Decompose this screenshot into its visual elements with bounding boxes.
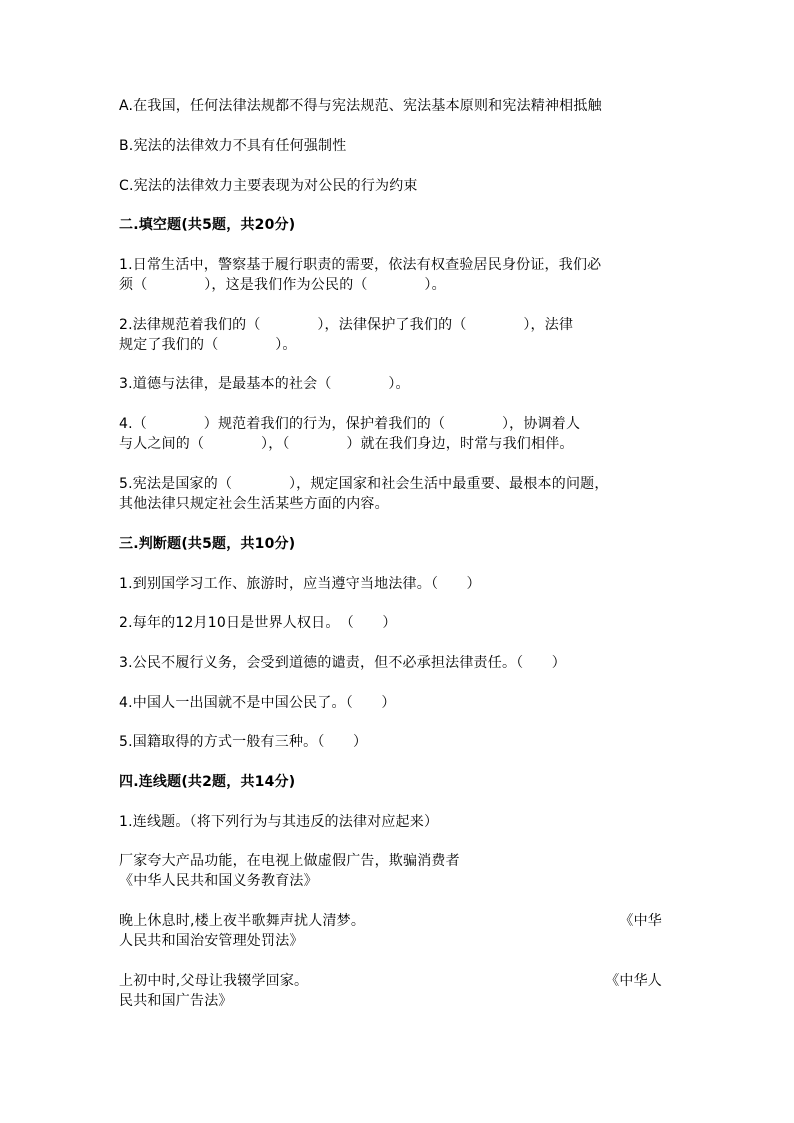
tf-q3: 3.公民不履行义务，会受到道德的谴责，但不必承担法律责任。（ ） [119,655,566,671]
tf-q1: 1.到别国学习工作、旅游时，应当遵守当地法律。（ ） [119,576,481,592]
option-a: A.在我国，任何法律法规都不得与宪法规范、宪法基本原则和宪法精神相抵触 [119,98,602,114]
fill-q5-line2: 其他法律只规定社会生活某些方面的内容。 [119,496,389,512]
match-item2-left: 晚上休息时,楼上夜半歌舞声扰人清梦。 [119,913,366,929]
match-item1-right: 《中华人民共和国义务教育法》 [119,873,318,889]
match-item3-right-a: 《中华人 [605,973,662,989]
fill-q2-line1: 2.法律规范着我们的（ ），法律保护了我们的（ ），法律 [119,317,574,333]
fill-q4-line1: 4.（ ）规范着我们的行为，保护着我们的（ ），协调着人 [119,416,581,432]
fill-q1-line1: 1.日常生活中，警察基于履行职责的需要，依法有权查验居民身份证，我们必 [119,257,602,273]
fill-q2-line2: 规定了我们的（ ）。 [119,337,297,353]
section-heading-fill-blank: 二.填空题(共5题，共20分) [119,217,296,233]
match-item1-left: 厂家夸大产品功能，在电视上做虚假广告，欺骗消费者 [119,853,460,869]
match-item3-left: 上初中时,父母让我辍学回家。 [119,973,309,989]
match-item3-right-b: 民共和国广告法》 [119,993,233,1009]
match-item2-right-a: 《中华 [619,913,662,929]
section-heading-true-false: 三.判断题(共5题，共10分) [119,536,296,552]
option-c: C.宪法的法律效力主要表现为对公民的行为约束 [119,178,418,194]
match-item2-right-b: 人民共和国治安管理处罚法》 [119,933,304,949]
option-b: B.宪法的法律效力不具有任何强制性 [119,138,347,154]
fill-q1-line2: 须（ ），这是我们作为公民的（ ）。 [119,277,446,293]
tf-q5: 5.国籍取得的方式一般有三种。（ ） [119,734,368,750]
fill-q5-line1: 5.宪法是国家的（ ），规定国家和社会生活中最重要、最根本的问题， [119,476,609,492]
fill-q4-line2: 与人之间的（ ），（ ）就在我们身边，时常与我们相伴。 [119,436,574,452]
match-q1: 1.连线题。（将下列行为与其违反的法律对应起来） [119,814,439,830]
tf-q2: 2.每年的12月10日是世界人权日。 （ ） [119,615,397,631]
tf-q4: 4.中国人一出国就不是中国公民了。（ ） [119,695,396,711]
section-heading-matching: 四.连线题(共2题，共14分) [119,774,296,790]
fill-q3: 3.道德与法律，是最基本的社会（ ）。 [119,376,410,392]
